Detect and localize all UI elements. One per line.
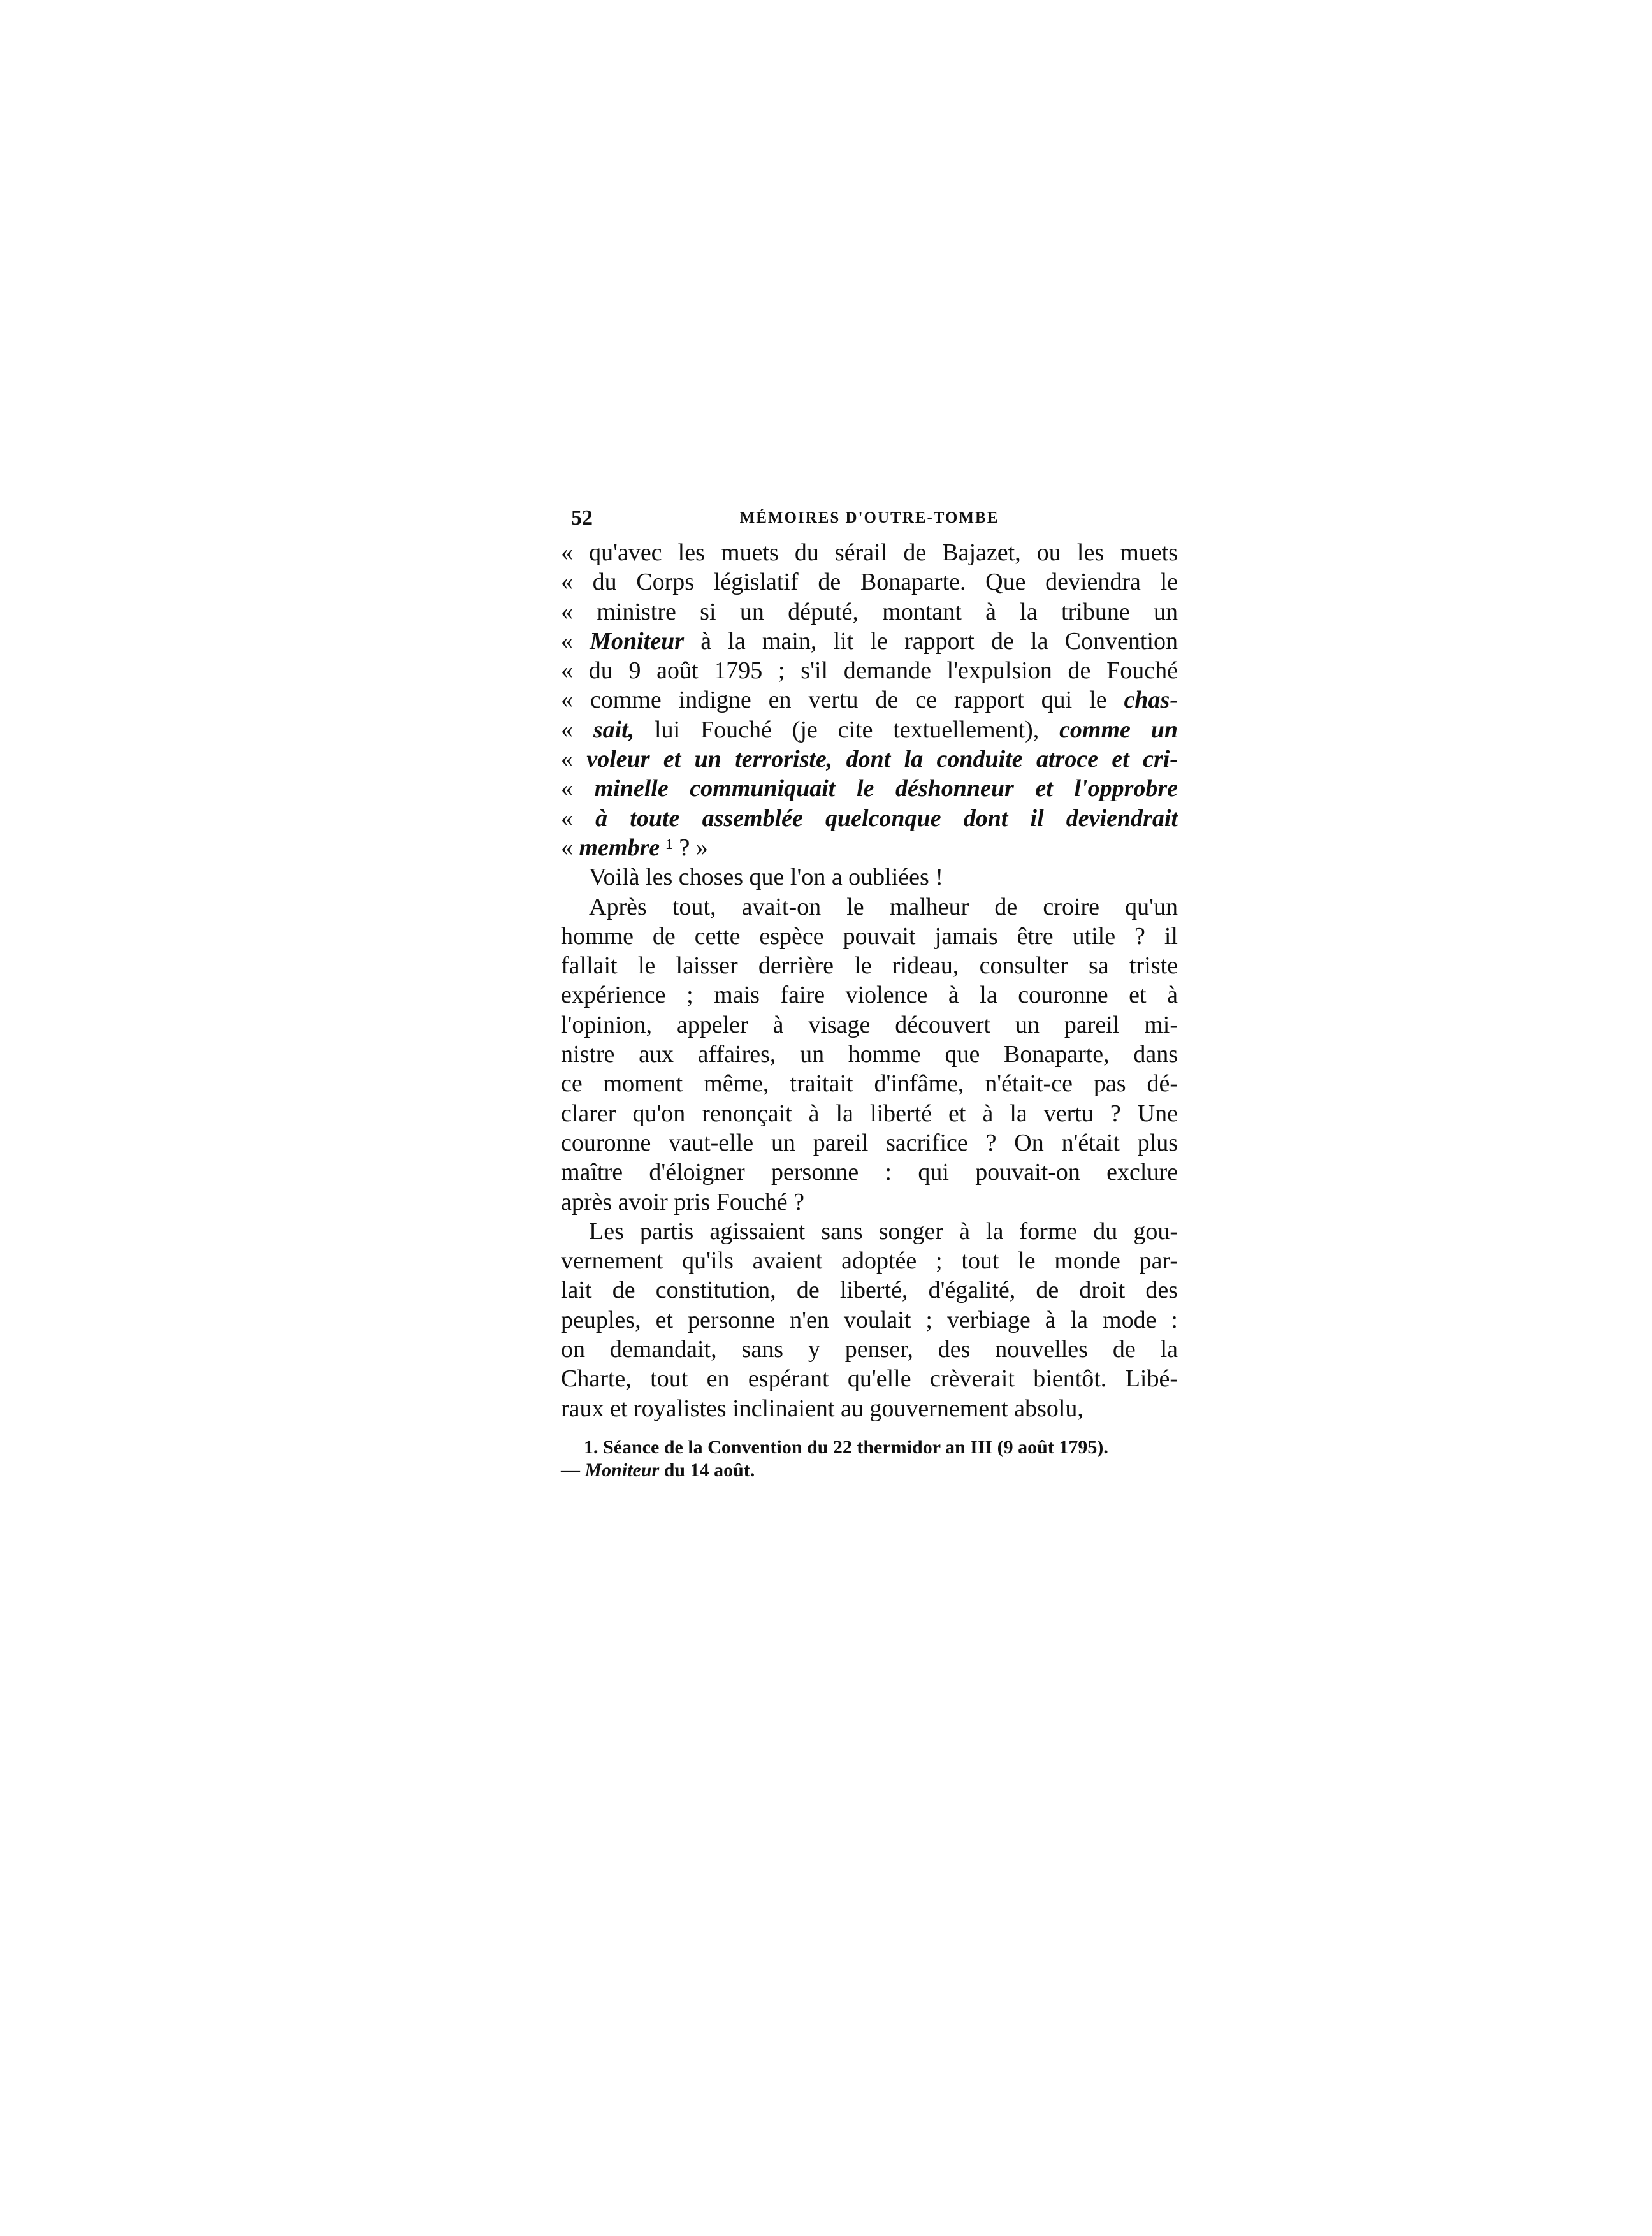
text-line: peuples, et personne n'en voulait ; verbiage à la mode : bbox=[561, 1306, 1178, 1333]
quote-line: « à toute assemblée quelconque dont il deviendrait bbox=[561, 804, 1178, 832]
text-line: l'opinion, appeler à visage découvert un pareil mi- bbox=[561, 1011, 1178, 1038]
italic-text: minelle communiquait le déshonneur et l'opprobre bbox=[594, 775, 1178, 802]
quote-line: « du Corps législatif de Bonaparte. Que deviendra le bbox=[561, 569, 1178, 596]
text-line: vernement qu'ils avaient adoptée ; tout le monde par- bbox=[561, 1247, 1178, 1275]
quote-line: « Moniteur à la main, lit le rapport de la Convention bbox=[561, 627, 1178, 655]
footnotes bbox=[561, 1436, 1178, 1482]
text-line: fallait le laisser derrière le rideau, consulter sa triste bbox=[561, 952, 1178, 980]
running-head bbox=[561, 504, 1178, 533]
text-line: homme de cette espèce pouvait jamais être utile ? il bbox=[561, 922, 1178, 950]
italic-text: sait, bbox=[593, 716, 635, 743]
italic-text: voleur et un terroriste, dont la conduite atroce et cri- bbox=[586, 746, 1178, 773]
quote-line: « du 9 août 1795 ; s'il demande l'expulsion de Fouché bbox=[561, 657, 1178, 685]
paragraph bbox=[561, 862, 1178, 892]
text-line: Après tout, avait-on le malheur de croire qu'un bbox=[589, 893, 1178, 920]
italic-text: Moniteur bbox=[584, 1459, 660, 1481]
quote-line: « comme indigne en vertu de ce rapport qui le chas- bbox=[561, 686, 1178, 714]
text-line: raux et royalistes inclinaient au gouvernement absolu, bbox=[561, 1395, 1083, 1422]
body-text bbox=[561, 538, 1178, 1423]
text-line: couronne vaut-elle un pareil sacrifice ? On n'était plus bbox=[561, 1129, 1178, 1156]
quote-line: « membre ¹ ? » bbox=[561, 834, 708, 861]
italic-text: membre bbox=[579, 834, 660, 861]
italic-text: chas- bbox=[1124, 686, 1178, 714]
footnote-line: 1. Séance de la Convention du 22 thermidor an III (9 août 1795). bbox=[584, 1436, 1108, 1458]
italic-text: comme un bbox=[1059, 716, 1178, 743]
text-line: Charte, tout en espérant qu'elle crèverait bientôt. Libé- bbox=[561, 1365, 1178, 1393]
book-page bbox=[561, 504, 1178, 1482]
text-line: clarer qu'on renonçait à la liberté et à la vertu ? Une bbox=[561, 1100, 1178, 1127]
italic-text: Moniteur bbox=[590, 627, 685, 655]
paragraph bbox=[561, 1217, 1178, 1423]
text-line: maître d'éloigner personne : qui pouvait-on exclure bbox=[561, 1159, 1178, 1186]
text-line: après avoir pris Fouché ? bbox=[561, 1188, 804, 1216]
text-line: lait de constitution, de liberté, d'égalité, de droit des bbox=[561, 1277, 1178, 1304]
text-line: nistre aux affaires, un homme que Bonaparte, dans bbox=[561, 1041, 1178, 1068]
page-number: 52 bbox=[571, 506, 593, 530]
text-line: ce moment même, traitait d'infâme, n'était-ce pas dé- bbox=[561, 1070, 1178, 1098]
footnote-line: — Moniteur du 14 août. bbox=[561, 1459, 755, 1481]
italic-text: à toute assemblée quelconque dont il deviendrait bbox=[595, 804, 1178, 832]
text-line: Voilà les choses que l'on a oubliées ! bbox=[589, 864, 943, 891]
quote-line: « voleur et un terroriste, dont la conduite atroce et cri- bbox=[561, 746, 1178, 773]
paragraph bbox=[561, 892, 1178, 1217]
quoted-passage bbox=[561, 538, 1178, 862]
text-line: Les partis agissaient sans songer à la forme du gou- bbox=[589, 1217, 1178, 1245]
quote-line: « sait, lui Fouché (je cite textuellement), comme un bbox=[561, 716, 1178, 743]
running-title: MÉMOIRES D'OUTRE-TOMBE bbox=[739, 509, 999, 526]
quote-line: « minelle communiquait le déshonneur et l'opprobre bbox=[561, 775, 1178, 802]
quote-line: « qu'avec les muets du sérail de Bajazet, ou les muets bbox=[561, 539, 1178, 566]
text-line: on demandait, sans y penser, des nouvelles de la bbox=[561, 1336, 1178, 1363]
quote-line: « ministre si un député, montant à la tribune un bbox=[561, 598, 1178, 625]
text-line: expérience ; mais faire violence à la couronne et à bbox=[561, 982, 1178, 1009]
